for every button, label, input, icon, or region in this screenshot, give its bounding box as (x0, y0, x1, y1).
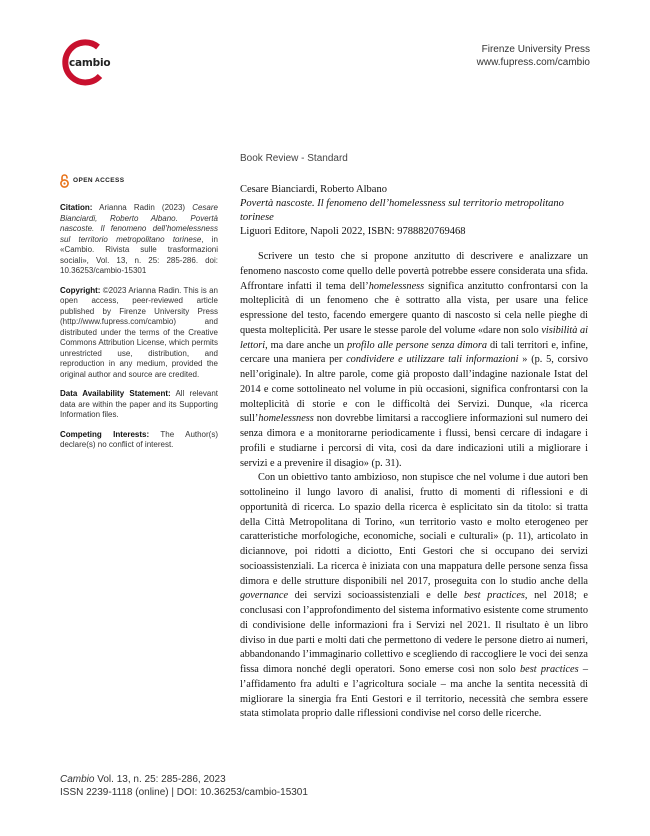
data-availability-label: Data Availability Statement: (60, 389, 171, 398)
citation-title: Cesare Bianciardi, Roberto Albano. Povertà nascoste. Il fenomeno dell’homelessness sul territorio metropolitano torinese (60, 203, 218, 244)
open-access-lock-icon (60, 174, 69, 188)
citation-label: Citation: (60, 203, 93, 212)
data-availability-block (60, 389, 218, 421)
footer-issue: Vol. 13, n. 25: 285-286, 2023 (94, 774, 226, 785)
citation-rest: , in «Cambio. Rivista sulle trasformazioni sociali», Vol. 13, n. 25: 285-286. doi: 10.36253/cambio-15301 (60, 234, 219, 275)
citation-block (60, 203, 218, 277)
text-run: , nel 2018; e conclusasi con l’approfondimento del sistema informativo esistente come strumento di condivisione delle informazioni fra i Servizi nel 2021. Il risultato è un libro diviso in due parti e molti dati che permettono di vedere le persone dietro ai numeri, abbandonando l’immaginario collettivo e scegliendo di raccogliere le voci dei senza fissa dimora nonché degli operatori. Sono emerse così non solo (240, 590, 589, 675)
page-footer (60, 773, 308, 799)
italic-run: governance (240, 590, 289, 602)
italic-run: condividere e utilizzare tali informazioni (346, 354, 519, 366)
section-label: Book Review - Standard (240, 153, 348, 164)
cambio-logo (60, 38, 120, 86)
italic-run: best practices (520, 664, 579, 675)
competing-interests-block (60, 430, 218, 451)
book-metadata (240, 183, 588, 239)
footer-journal-name: Cambio (60, 774, 95, 785)
publisher-info (477, 43, 590, 69)
footer-journal-line (60, 773, 308, 786)
text-run: – l’affidamento fra adulti e l’agricoltura sociale – ma anche la sentita necessità di migliorare la sinergia fra Enti Gestori e il territorio, necessità che sembra essere stata stimolata proprio dalle riflessioni condivise nel corso delle ricerche. (240, 664, 588, 720)
open-access-label: OPEN ACCESS (73, 176, 125, 184)
text-run: significa anzitutto confrontarsi con la molteplicità di un fenomeno che è sottratto alla vista, per usare una felice espressione del testo, facendo emergere quanto di nascosto si cela nelle pieghe di questa molteplicità. Per usare le stesse parole del volume «dare non solo (240, 280, 588, 336)
competing-interests-label: Competing Interests: (60, 429, 150, 439)
citation-author: Arianna Radin (2023) (99, 203, 193, 212)
text-run: , ma dare anche un (265, 339, 347, 351)
competing-interests-text: The Author(s) declare(s) no conflict of interest. (60, 429, 219, 449)
publisher-url[interactable]: www.fupress.com/cambio (476, 57, 590, 68)
copyright-block (60, 286, 218, 381)
italic-run: visibilità ai lettori (240, 324, 589, 351)
text-run: » (p. 5, corsivo nell’originale). In altre parole, come già proposto dall’indagine nazionale Istat del 2014 e come sottolineato nel volume in più occasioni, significa confrontarsi con la molteplicità di storie e con le difficoltà dei Servizi. Dunque, «la ricerca sull’ (240, 354, 588, 425)
italic-run: homelessness (368, 280, 425, 292)
text-run: Con un obiettivo tanto ambizioso, non stupisce che nel volume i due autori ben sottolineino il lungo lavoro di analisi, frutto di momenti di riflessioni e di opportunità di ricerca. Lo spazio della ricerca è esplicitato sin da titolo: si tratta della Città Metropolitana di Torino, «un territorio vasto e molto eterogeneo per caratteristiche morfologiche, economiche, sociali e culturali» (p. 11), articolato in diciannove, poi ridotti a diciotto, Enti Gestori che si occupano dei servizi socioassistenziali. La ricerca è iniziata con una mappatura delle persone senza fissa dimora e delle strutture disponibili nel 2017, proseguita con lo studio anche della (240, 472, 588, 587)
book-title: Povertà nascoste. Il fenomeno dell’homelessness sul territorio metropolitano torinese (240, 198, 564, 223)
book-authors: Cesare Bianciardi, Roberto Albano (240, 184, 387, 195)
footer-issn-doi: ISSN 2239-1118 (online) | DOI: 10.36253/cambio-15301 (60, 787, 308, 798)
italic-run: homelessness (258, 413, 314, 425)
logo-text: cambio (69, 57, 111, 69)
copyright-label: Copyright: (60, 285, 101, 295)
text-run: di tali territori e, infine, cercare una maniera per (240, 339, 588, 366)
italic-run: profilo alle persone senza dimora (346, 339, 488, 351)
italic-run: best practices (463, 590, 525, 602)
book-publisher-line: Liguori Editore, Napoli 2022, ISBN: 9788820769468 (240, 226, 466, 237)
main-content (240, 183, 588, 722)
publisher-name: Firenze University Press (481, 44, 590, 55)
text-run: dei servizi socioassistenziali e delle (288, 590, 464, 602)
text-run: non dovrebbe limitarsi a raccogliere informazioni sul numero dei senza dimora e a monitorarne periodicamente i flussi, bensì cercare di indagare i profili e studiarne i percorsi di vita, così da dare indicazioni utili a migliorare i servizi e a prevenire il disagio» (p. 31). (240, 413, 588, 469)
open-access-badge (60, 174, 218, 188)
sidebar (60, 174, 218, 460)
data-availability-text: All relevant data are within the paper and its Supporting Information files. (60, 389, 218, 419)
paragraph (240, 250, 588, 471)
review-body (240, 250, 588, 722)
copyright-text: ©2023 Arianna Radin. This is an open access, peer-reviewed article published by Firenze University Press (http://www.fupress.com/cambio) and distributed under the terms of the Creative Commons Attribution License, which permits unrestricted use, distribution, and reproduction in any medium, provided the original author and source are credited. (60, 285, 218, 379)
text-run: Scrivere un testo che si propone anzitutto di descrivere e analizzare un fenomeno nascosto come quello delle povertà potrebbe essere considerata una sfida. Affrontare infatti il tema dell’ (240, 251, 588, 292)
paragraph (240, 471, 588, 722)
